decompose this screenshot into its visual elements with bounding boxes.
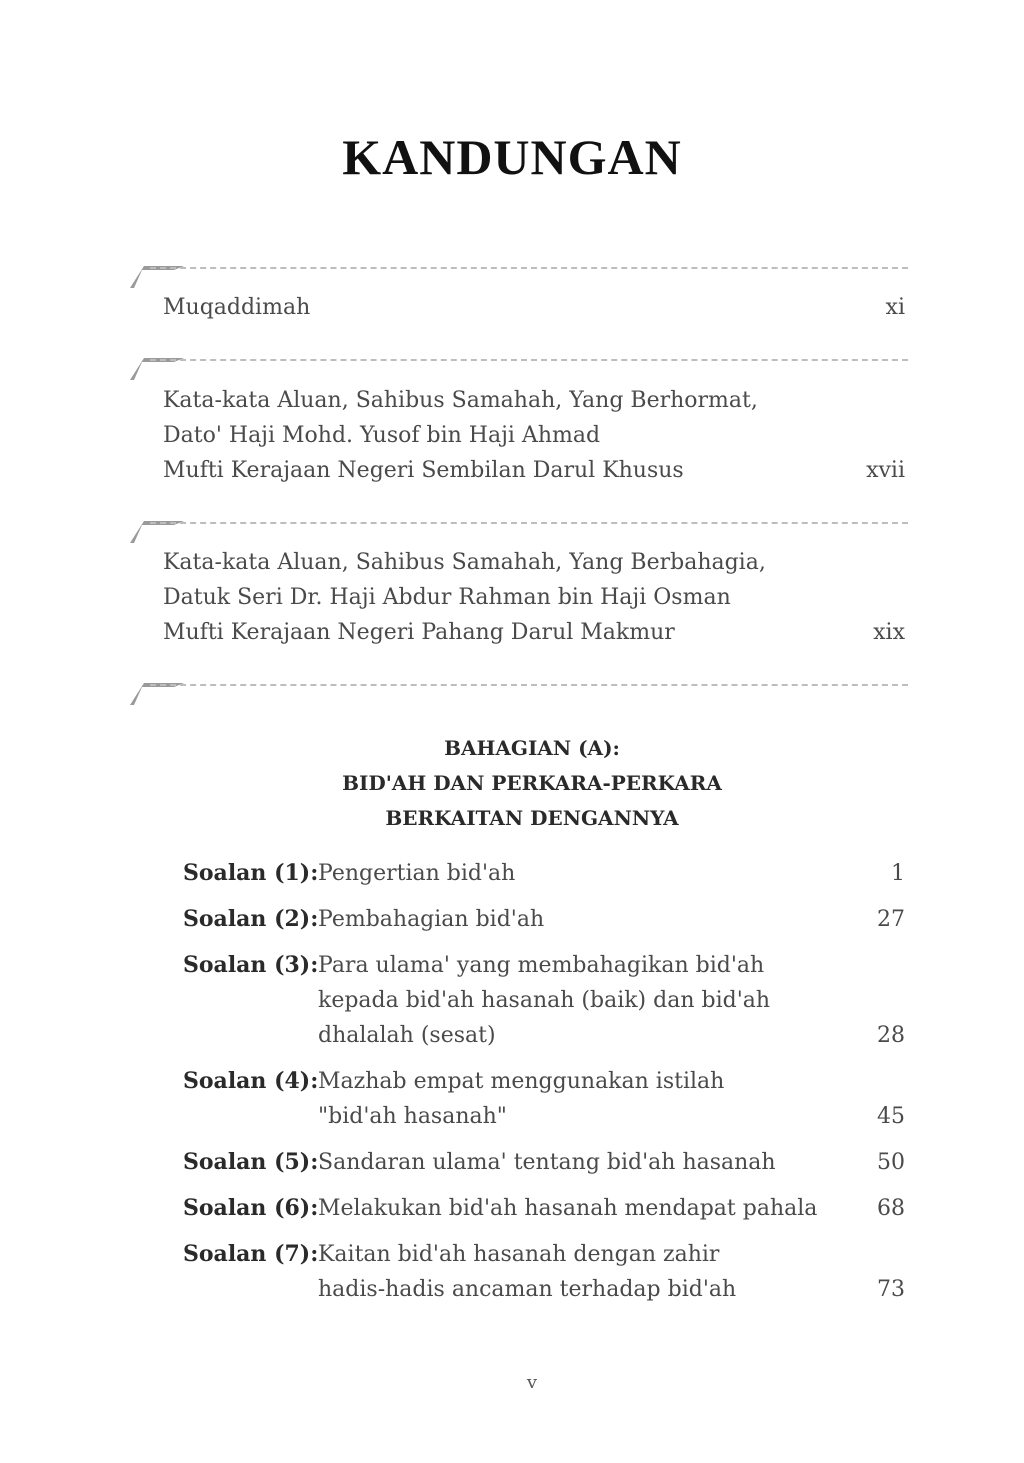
toc-question-3 [183, 948, 905, 1053]
question-line: Melakukan bid'ah hasanah mendapat pahala [318, 1196, 818, 1221]
question-line: dhalalah (sesat) [318, 1023, 496, 1048]
folio-page-number: v [526, 1372, 538, 1393]
page-number: 27 [877, 907, 905, 932]
toc-question-7 [183, 1237, 905, 1307]
page-number: 50 [877, 1150, 905, 1175]
toc-question-5 [183, 1145, 905, 1180]
question-line: Pembahagian bid'ah [318, 907, 545, 932]
divider-ornament [130, 683, 190, 707]
page-number: 73 [877, 1277, 905, 1302]
toc-entry-kata-aluan-1 [163, 383, 905, 488]
question-line: "bid'ah hasanah" [318, 1104, 507, 1129]
section-heading-line: BAHAGIAN (A): [444, 736, 620, 760]
question-label: Soalan (5): [183, 1149, 319, 1175]
divider [130, 266, 908, 290]
question-label: Soalan (7): [183, 1241, 319, 1267]
question-line: Sandaran ulama' tentang bid'ah hasanah [318, 1150, 776, 1175]
entry-line: Dato' Haji Mohd. Yusof bin Haji Ahmad [163, 423, 601, 448]
question-line: Kaitan bid'ah hasanah dengan zahir [318, 1242, 720, 1267]
toc-entry-kata-aluan-2 [163, 545, 905, 650]
question-line: hadis-hadis ancaman terhadap bid'ah [318, 1277, 737, 1302]
question-label: Soalan (3): [183, 952, 319, 978]
toc-question-1 [183, 856, 905, 891]
entry-line: Kata-kata Aluan, Sahibus Samahah, Yang Berbahagia, [163, 550, 766, 575]
toc-entry-muqaddimah [163, 290, 905, 325]
question-label: Soalan (6): [183, 1195, 319, 1221]
toc-question-2 [183, 902, 905, 937]
question-line: kepada bid'ah hasanah (baik) dan bid'ah [318, 988, 771, 1013]
section-heading-line: BERKAITAN DENGANNYA [385, 806, 679, 830]
page-number: xvii [866, 458, 905, 483]
question-line: Pengertian bid'ah [318, 861, 516, 886]
divider-ornament [130, 266, 190, 290]
divider [130, 358, 908, 382]
page-title: KANDUNGAN [342, 129, 682, 185]
page-number: xix [873, 620, 905, 645]
entry-line: Mufti Kerajaan Negeri Pahang Darul Makmur [163, 620, 675, 645]
page-number: 45 [877, 1104, 905, 1129]
entry-line: Kata-kata Aluan, Sahibus Samahah, Yang Berhormat, [163, 388, 758, 413]
section-heading-line: BID'AH DAN PERKARA-PERKARA [342, 771, 722, 795]
toc-question-6 [183, 1191, 905, 1226]
divider [130, 683, 908, 707]
page-number: 68 [877, 1196, 905, 1221]
question-line: Para ulama' yang membahagikan bid'ah [318, 953, 765, 978]
question-line: Mazhab empat menggunakan istilah [318, 1069, 725, 1094]
divider-ornament [130, 358, 190, 382]
toc-question-4 [183, 1064, 905, 1134]
page-number: 1 [891, 861, 905, 886]
question-label: Soalan (4): [183, 1068, 319, 1094]
section-heading [0, 731, 1024, 836]
question-label: Soalan (1): [183, 860, 319, 886]
question-label: Soalan (2): [183, 906, 319, 932]
entry-line: Muqaddimah [163, 295, 311, 320]
divider [130, 521, 908, 545]
entry-line: Datuk Seri Dr. Haji Abdur Rahman bin Haji Osman [163, 585, 731, 610]
page-number: 28 [877, 1023, 905, 1048]
page-number: xi [885, 295, 905, 320]
divider-ornament [130, 521, 190, 545]
entry-line: Mufti Kerajaan Negeri Sembilan Darul Khusus [163, 458, 684, 483]
